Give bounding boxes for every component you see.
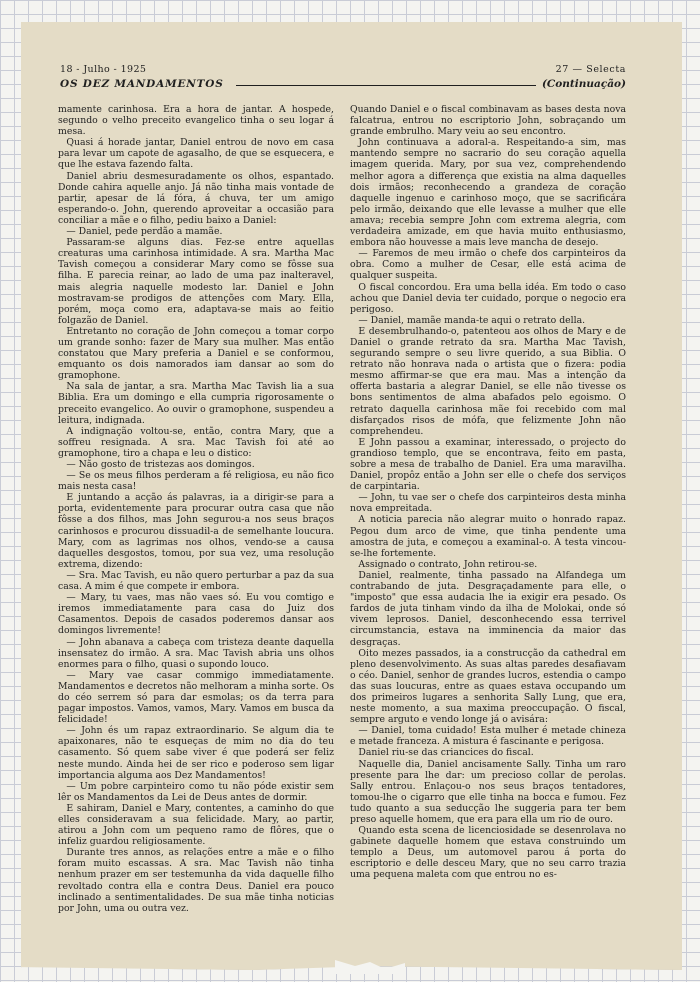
paragraph: A noticia parecia não alegrar muito o honrado rapaz. Pegou dum arco de vime, que tinha pendente uma amostra de juta, e começou a examinal-o. A testa vincou-se-lhe fortemente.: [350, 514, 626, 559]
paragraph: Durante tres annos, as relações entre a mãe e o filho foram muito escassas. A sra. Mac Tavish não tinha nenhum prazer em ser testemunha da vida daquelle filho revoltado contra ella e contra Deus. Daniel era pouco inclinado a sentimentalidades. De sua mãe tinha noticias por John, uma ou outra vez.: [58, 847, 334, 914]
paragraph: — Daniel, pede perdão a mamãe.: [66, 226, 223, 238]
paragraph: — John és um rapaz extraordinario. Se algum dia te apaixonares, não te esqueças de mim no dia do teu casamento. Só quem sabe viver é que poderá ser feliz neste mundo. Ainda hei de ser rico e poderoso sem ligar importancia alguma aos Dez Mandamentos!: [58, 725, 334, 781]
paragraph: mamente carinhosa. Era a hora de jantar. A hospede, segundo o velho preceito evangelico tinha o seu logar á mesa.: [58, 104, 334, 138]
paragraph: Quando Daniel e o fiscal combinavam as bases desta nova falcatrua, entrou no escriptorio John, sobraçando um grande embrulho. Mary veiu ao seu encontro.: [350, 104, 626, 138]
paragraph: — Daniel, toma cuidado! Esta mulher é metade chineza e metade franceza. A mistura é fascinante e perigosa.: [350, 725, 626, 748]
paragraph: E juntando a acção ás palavras, ia a dirigir-se para a porta, evidentemente para procurar outra casa que não fôsse a dos filhos, mas John segurou-a nos seus braços carinhosos e procurou dissuadil-a de semelhante loucura. Mary, com as lagrimas nos olhos, vendo-se a causa daquelles desgostos, tomou, por sua vez, uma resolução extrema, dizendo:: [58, 492, 334, 570]
paragraph: — Sra. Mac Tavish, eu não quero perturbar a paz da sua casa. A mim é que compete ir embora.: [58, 569, 334, 593]
text-column-left: [58, 104, 334, 934]
paragraph: — John abanava a cabeça com tristeza deante daquella insensatez do irmão. A sra. Mac Tavish abria uns olhos enormes para o filho, quasi o supondo louco.: [58, 636, 334, 670]
paragraph: Entretanto no coração de John começou a tomar corpo um grande sonho: fazer de Mary sua mulher. Mas então constatou que Mary preferia a Daniel e se conformou, emquanto os dois namorados iam dansar ao som do gramophone.: [58, 325, 334, 382]
paragraph: — Mary vae casar commigo immediatamente. Mandamentos e decretos não melhoram a minha sorte. Os do céo serrem só para dar esmolas; os da terra para pagar impostos. Vamos, vamos, Mary. Vamos em busca da felicidade!: [58, 669, 334, 726]
paragraph: — Se os meus filhos perderam a fé religiosa, eu não fico mais nesta casa!: [58, 470, 334, 493]
paragraph: Oito mezes passados, ia a construcção da cathedral em pleno desenvolvimento. As suas altas paredes desafiavam o céo. Daniel, senhor de grandes lucros, estendia o campo das suas loucuras, entre as quaes estava occupando um dos primeiros lugares a senhorita Sally Lung, que era, neste momento, a sua maxima preoccupação. O fiscal, sempre arguto e vendo longe já o avisára:: [350, 647, 626, 726]
paragraph: — Mary, tu vaes, mas não vaes só. Eu vou comtigo e iremos immediatamente para casa do Juiz dos Casamentos. Depois de casados poderemos dansar aos domingos livremente!: [58, 592, 334, 637]
issue-date: 18 - Julho - 1925: [60, 64, 147, 75]
paragraph: Daniel riu-se das criancices do fiscal.: [358, 747, 534, 759]
text-column-right: [350, 104, 626, 934]
paragraph: Quando esta scena de licenciosidade se desenrolava no gabinete daquelle homem que estava construindo um templo a Deus, um automovel parou á porta do escriptorio e delle desceu Mary, que no seu carro trazia uma pequena maleta com que entrou no es-: [350, 825, 626, 881]
paragraph: Quasi á horade jantar, Daniel entrou de novo em casa para levar um capote de agasalho, de que se esquecera, e que lhe estava fazendo falta.: [58, 137, 334, 171]
paragraph: — Faremos de meu irmão o chefe dos carpinteiros da obra. Como a mulher de Cesar, elle está acima de qualquer suspeita.: [350, 248, 626, 282]
header-rule: [236, 85, 536, 86]
paragraph: E desembrulhando-o, patenteou aos olhos de Mary e de Daniel o grande retrato da sra. Martha Mac Tavish, segurando sempre o seu livre querido, a sua Biblia. O retrato não honrava nada o artista que o fizera: podia mesmo affirmar-se que era mau. Mas a intenção da offerta bastaria a alegrar Daniel, se elle não tivesse os bons sentimentos de alma abafados pelo egoismo. O retrato daquella carinhosa mãe foi recebido com mal disfarçados risos de mófa, que felizmente John não comprehendeu.: [350, 325, 626, 437]
paragraph: — John, tu vae ser o chefe dos carpinteiros desta minha nova empreitada.: [350, 492, 626, 515]
paragraph: — Daniel, mamãe manda-te aqui o retrato della.: [358, 314, 586, 326]
paragraph: Daniel, realmente, tinha passado na Alfandega um contrabando de juta. Desgraçadamente para elle, o "imposto" que essa audacia lhe ia exigir era pesado. Os fardos de juta tinham vindo da ilha de Molokai, onde só vivem leprosos. Daniel, desconhecendo essa terrivel circumstancia, estava na imminencia da maior das desgraças.: [350, 569, 626, 648]
paper-tear: [335, 960, 405, 974]
paragraph: — Não gosto de tristezas aos domingos.: [66, 459, 255, 470]
paragraph: Assignado o contrato, John retirou-se.: [358, 558, 538, 570]
article-title: OS DEZ MANDAMENTOS: [60, 78, 224, 90]
paragraph: John continuava a adoral-a. Respeitando-a sim, mas mantendo sempre no sacrario do seu coração aquella imagem querida. Mary, por sua vez, comprehendendo melhor agora a differença que existia na alma daquelles dois irmãos; reconhecendo a grandeza de coração daquelle ingenuo e carinhoso moço, que se sacrificára pelo irmão, deixando que elle levasse a mulher que elle amava; recebia sempre John com extrema alegria, com verdadeira amizade, em que havia muito enthusiasmo, embora não houvesse a mais leve mancha de desejo.: [350, 137, 626, 249]
paragraph: Daniel abriu desmesuradamente os olhos, espantado. Donde cahira aquelle anjo. Já não tinha mais vontade de partir, apesar de lá fóra, á chuva, ter um amigo esperando-o. John, querendo aproveitar a occasião para conciliar a mãe e o filho, pediu baixo a Daniel:: [58, 170, 334, 226]
paragraph: — Um pobre carpinteiro como tu não póde existir sem lêr os Mandamentos da Lei de Deus antes de dormir.: [58, 780, 334, 803]
paragraph: Naquelle dia, Daniel ancisamente Sally. Tinha um raro presente para lhe dar: um precioso collar de perolas. Sally entrou. Enlaçou-o nos seus braços tentadores, tomou-lhe o cigarro que elle tinha na bocca e fumou. Fez tudo quanto a sua seducção lhe suggeria para ter bem preso aquelle homem, que era para ella um rio de ouro.: [350, 758, 626, 825]
page-number: 27 — Selecta: [555, 64, 626, 75]
paragraph: O fiscal concordou. Era uma bella idéa. Em todo o caso achou que Daniel devia ter cuidado, porque o negocio era perigoso.: [350, 281, 626, 315]
paragraph: Na sala de jantar, a sra. Martha Mac Tavish lia a sua Biblia. Era um domingo e ella cumpria rigorosamente o preceito evangelico. Ao ouvir o gramophone, suspendeu a leitura, indignada.: [58, 381, 334, 426]
continuation-label: (Continuação): [541, 78, 626, 90]
paragraph: E John passou a examinar, interessado, o projecto do grandioso templo, que se encontrava, feito em pasta, sobre a mesa de trabalho de Daniel. Era uma maravilha. Daniel, propôz então a John ser elle o chefe dos serviços de carpintaria.: [350, 436, 626, 493]
paragraph: A indignação voltou-se, então, contra Mary, que a soffreu resignada. A sra. Mac Tavish foi até ao gramophone, tiro a chapa e leu o distico:: [58, 425, 334, 459]
paragraph: E sahiram, Daniel e Mary, contentes, a caminho do que elles consideravam a sua felicidade. Mary, ao partir, atirou a John com um pequeno ramo de flôres, que o infeliz guardou religiosamente.: [58, 802, 334, 848]
page-header: [60, 62, 626, 92]
paragraph: Passaram-se alguns dias. Fez-se entre aquellas creaturas uma carinhosa intimidade. A sra. Martha Mac Tavish começou a considerar Mary como se fôsse sua filha. E parecia reinar, ao lado de uma paz inalteravel, mais alegria naquelle modesto lar. Daniel e John mostravam-se prodigos de attenções com Mary. Ella, porém, moça como era, adaptava-se mais ao feitio folgazão de Daniel.: [58, 237, 334, 326]
